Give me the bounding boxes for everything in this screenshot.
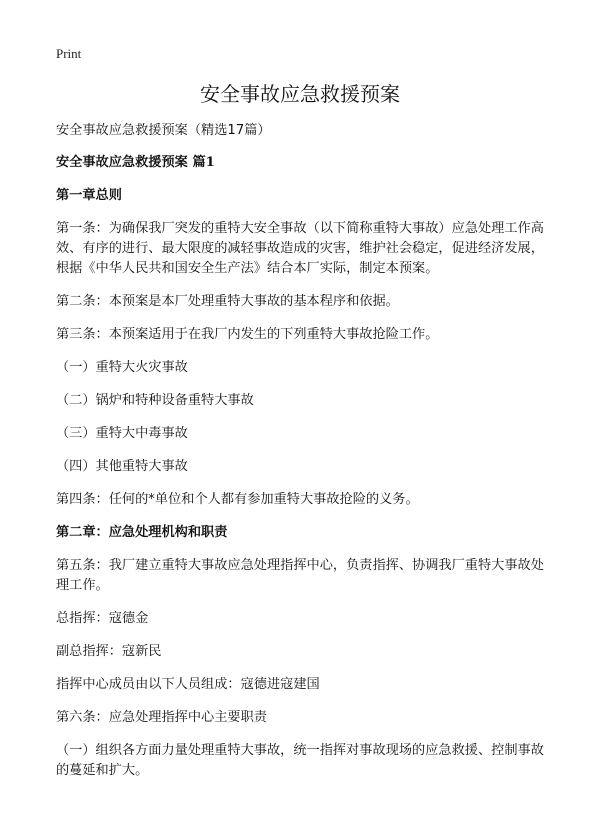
page-title: 安全事故应急救援预案 xyxy=(200,82,400,106)
article-5: 第五条：我厂建立重特大事故应急处理指挥中心，负责指挥、协调我厂重特大事故处理工作。 xyxy=(56,558,544,593)
section-heading: 安全事故应急救援预案 篇1 xyxy=(56,155,215,170)
list-item-3: （三）重特大中毒事故 xyxy=(56,426,188,441)
members-line: 指挥中心成员由以下人员组成：寇德进寇建国 xyxy=(56,677,320,692)
commander-line: 总指挥：寇德金 xyxy=(56,611,149,626)
list-item-1: （一）重特大火灾事故 xyxy=(56,360,188,375)
article-4: 第四条：任何的*单位和个人都有参加重特大事故抢险的义务。 xyxy=(56,492,419,507)
chapter-heading-2: 第二章：应急处理机构和职责 xyxy=(56,525,228,540)
duty-item-1: （一）组织各方面力量处理重特大事故，统一指挥对事故现场的应急救援、控制事故的蔓延和扩大。 xyxy=(56,743,544,778)
article-2: 第二条：本预案是本厂处理重特大事故的基本程序和依据。 xyxy=(56,294,399,309)
article-6: 第六条：应急处理指挥中心主要职责 xyxy=(56,710,267,725)
chapter-heading-1: 第一章总则 xyxy=(56,188,122,203)
list-item-4: （四）其他重特大事故 xyxy=(56,459,188,474)
article-3: 第三条：本预案适用于在我厂内发生的下列重特大事故抢险工作。 xyxy=(56,327,439,342)
document-subtitle: 安全事故应急救援预案（精选17篇） xyxy=(56,123,271,138)
deputy-line: 副总指挥：寇新民 xyxy=(56,644,162,659)
article-1: 第一条：为确保我厂突发的重特大安全事故（以下简称重特大事故）应急处理工作高效、有序的进行、最大限度的减轻事故造成的灾害，维护社会稳定，促进经济发展，根据《中华人民共和国安全生产法》结合本厂实际，制定本预案。 xyxy=(56,221,544,276)
document-body xyxy=(56,121,550,794)
list-item-2: （二）锅炉和特种设备重特大事故 xyxy=(56,393,254,408)
print-label: Print xyxy=(56,46,82,61)
